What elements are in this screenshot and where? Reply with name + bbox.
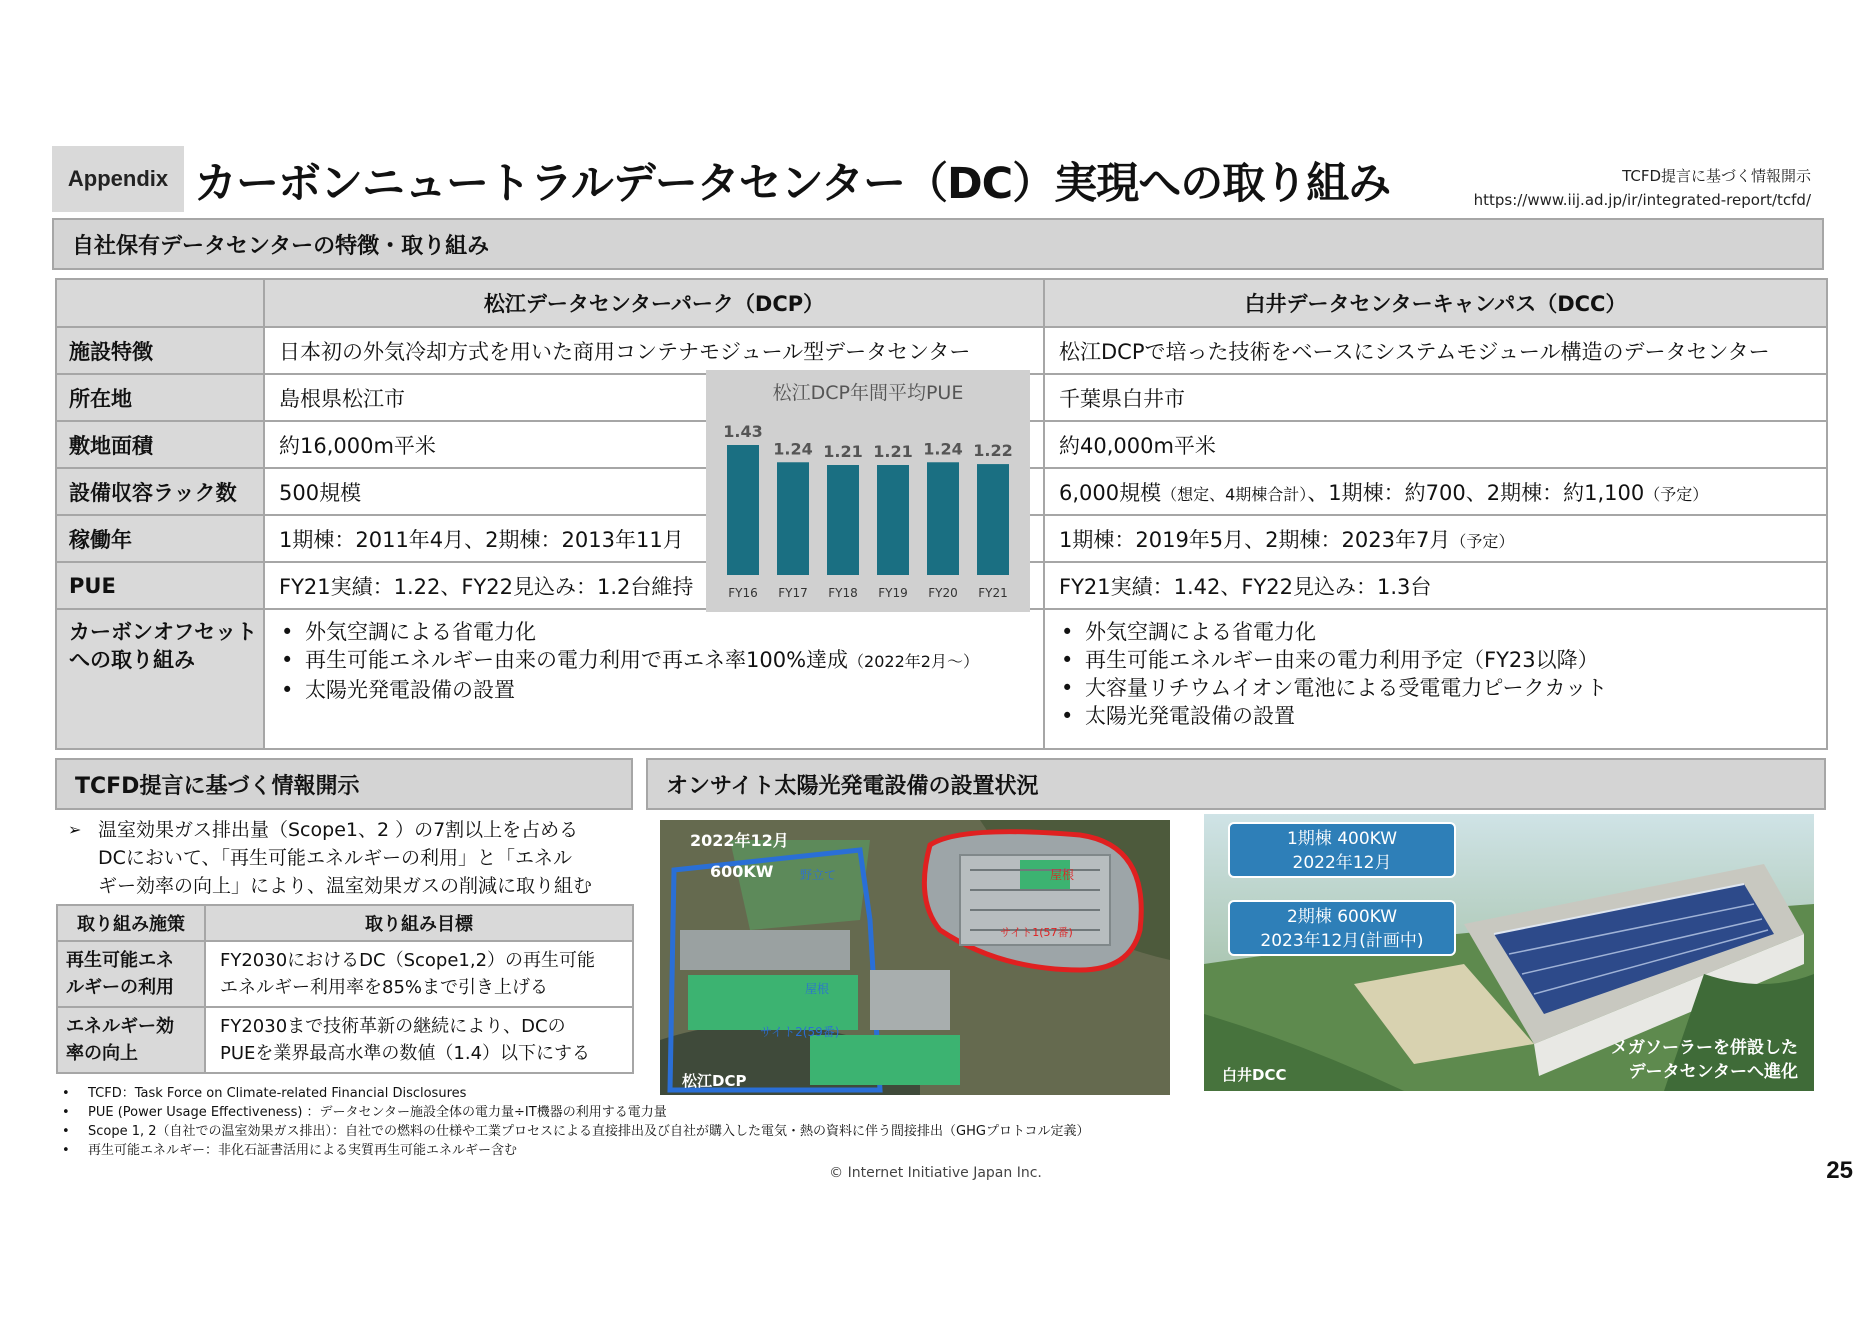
footnote: • 再生可能エネルギー：非化石証書活用による実質再生可能エネルギー含む <box>60 1141 1089 1160</box>
dcp-value: 日本初の外気冷却方式を用いた商用コンテナモジュール型データセンター <box>264 327 1044 374</box>
row-label-line: への取り組み <box>69 648 195 672</box>
dcc-value: FY21実績：1.42、FY22見込み：1.3台 <box>1044 562 1827 609</box>
section-title-tcfd: TCFD提言に基づく情報開示 <box>55 758 633 810</box>
table-row <box>57 1007 633 1073</box>
photo-area-label: 野立て <box>800 868 837 882</box>
page-number: 25 <box>1826 1157 1853 1184</box>
dcc-value: 松江DCPで培った技術をベースにシステムモジュール構造のデータセンター <box>1044 327 1827 374</box>
phase1-callout <box>1228 822 1456 878</box>
tcfd-reference-url[interactable]: https://www.iij.ad.jp/ir/integrated-report/tcfd/ <box>1473 191 1811 209</box>
goal-value <box>205 941 633 1007</box>
footnotes <box>60 1084 1089 1160</box>
list-item <box>1059 702 1812 730</box>
row-label: 所在地 <box>56 374 264 421</box>
tcfd-text-line: DCにおいて、「再生可能エネルギーの利用」と「エネル <box>98 847 573 869</box>
pue-bar-fy17 <box>777 462 809 575</box>
dcc-value-main: 1期棟：2019年5月、2期棟：2023年7月 <box>1059 527 1451 552</box>
pue-bar-fy19 <box>877 465 909 575</box>
goal-table-header: 取り組み施策 <box>57 905 205 941</box>
list-item-text: 太陽光発電設備の設置 <box>305 678 515 702</box>
pue-chart-svg <box>706 370 1030 612</box>
measure-label <box>57 1007 205 1073</box>
tcfd-description <box>68 816 628 900</box>
phase1-power: 1期棟 400KW <box>1286 829 1398 849</box>
pue-bar-fy18 <box>827 465 859 575</box>
list-item-text: 再生可能エネルギー由来の電力利用予定（FY23以降） <box>1085 648 1599 672</box>
list-item-text: 外気空調による省電力化 <box>305 620 536 644</box>
list-item <box>279 676 1029 704</box>
phase1-date: 2022年12月 <box>1292 853 1392 873</box>
photo-site1-label: サイト1(57番) <box>1000 926 1073 939</box>
list-item <box>1059 618 1812 646</box>
goal-line: FY2030まで技術革新の継続により、DCの <box>220 1016 566 1037</box>
goal-table <box>56 904 634 1074</box>
goal-line: エネルギー利用率を85%まで引き上げる <box>220 977 549 998</box>
phase2-callout <box>1228 900 1456 956</box>
dcc-value-note: （予定） <box>1450 531 1515 551</box>
pue-chart <box>706 370 1030 612</box>
table-row <box>56 327 1827 374</box>
dcp-value: 島根県松江市 <box>264 374 1044 421</box>
list-item <box>279 618 1029 646</box>
measure-label-line: 再生可能エネ <box>66 950 174 971</box>
list-item <box>279 646 1029 676</box>
dcc-value <box>1044 515 1827 562</box>
phase2-date: 2023年12月(計画中) <box>1260 931 1424 951</box>
column-header-dcp: 松江データセンターパーク（DCP） <box>264 279 1044 327</box>
section-title-solar: オンサイト太陽光発電設備の設置状況 <box>646 758 1826 810</box>
photo-slogan <box>1611 1036 1798 1084</box>
pue-bar-fy20 <box>927 462 959 575</box>
measure-label <box>57 941 205 1007</box>
pue-value-label: 1.24 <box>773 439 813 459</box>
photo-power-label: 600KW <box>710 862 774 881</box>
page-title: カーボンニュートラルデータセンター（DC）実現への取り組み <box>194 159 1391 209</box>
arrow-bullet-icon: ➢ <box>68 820 82 839</box>
row-label-line: カーボンオフセット <box>69 620 258 644</box>
pue-category-label: FY16 <box>728 586 758 600</box>
column-header-dcc: 白井データセンターキャンパス（DCC） <box>1044 279 1827 327</box>
photo-roof-label: 屋根 <box>805 982 830 996</box>
pue-bar-fy21 <box>977 464 1009 575</box>
table-corner <box>56 279 264 327</box>
matsue-dcp-photo <box>660 820 1170 1095</box>
row-label: 稼働年 <box>56 515 264 562</box>
dcc-value <box>1044 468 1827 515</box>
list-item-text: 太陽光発電設備の設置 <box>1085 704 1295 728</box>
pue-bar-fy16 <box>727 445 759 575</box>
photo-caption: 松江DCP <box>682 1072 747 1090</box>
list-item-text: 外気空調による省電力化 <box>1085 620 1316 644</box>
row-label: 設備収容ラック数 <box>56 468 264 515</box>
dcp-value: 約16,000m平米 <box>264 421 1044 468</box>
pue-value-label: 1.22 <box>973 441 1013 461</box>
dcp-value: 1期棟：2011年4月、2期棟：2013年11月 <box>264 515 1044 562</box>
footnote: • Scope 1, 2（自社での温室効果ガス排出）：自社での燃料の仕様や工業プロセスによる直接排出及び自社が購入した電気・熱の資料に伴う間接排出（GHGプロトコル定義） <box>60 1122 1089 1141</box>
dcp-value: FY21実績：1.22、FY22見込み：1.2台維持 <box>264 562 1044 609</box>
dcc-value-detail: 、1期棟：約700、2期棟：約1,100 <box>1307 480 1645 505</box>
row-label: PUE <box>56 562 264 609</box>
dcp-carbon-list <box>264 609 1044 749</box>
list-item-text: 再生可能エネルギー由来の電力利用で再エネ率100%達成 <box>305 648 849 672</box>
dcc-value-main: 6,000規模 <box>1059 480 1162 505</box>
dcc-carbon-list <box>1044 609 1827 749</box>
tcfd-reference-title: TCFD提言に基づく情報開示 <box>1622 167 1811 185</box>
copyright: © Internet Initiative Japan Inc. <box>829 1165 1042 1181</box>
row-label: 施設特徴 <box>56 327 264 374</box>
pue-category-label: FY19 <box>878 586 908 600</box>
pue-value-label: 1.43 <box>723 422 763 441</box>
photo-date-label: 2022年12月 <box>690 831 789 850</box>
goal-line: PUEを業界最高水準の数値（1.4）以下にする <box>220 1043 591 1064</box>
list-item-note: （2022年2月～） <box>848 652 979 671</box>
goal-value <box>205 1007 633 1073</box>
dcp-value: 500規模 <box>264 468 1044 515</box>
pue-category-label: FY17 <box>778 586 808 600</box>
dcc-value-note: （予定） <box>1644 484 1709 504</box>
photo-slogan-line: メガソーラーを併設した <box>1611 1038 1798 1058</box>
photo-site2-label: サイト2(59番) <box>760 1025 840 1039</box>
pue-category-label: FY18 <box>828 586 858 600</box>
dcc-value: 約40,000m平米 <box>1044 421 1827 468</box>
goal-line: FY2030におけるDC（Scope1,2）の再生可能 <box>220 950 596 971</box>
dcc-value-note: （想定、4期棟合計） <box>1161 484 1308 504</box>
table-row <box>57 941 633 1007</box>
measure-label-line: 率の向上 <box>66 1043 138 1064</box>
phase2-power: 2期棟 600KW <box>1286 907 1398 927</box>
footnote: • TCFD：Task Force on Climate-related Financial Disclosures <box>60 1084 1089 1103</box>
list-item <box>1059 674 1812 702</box>
photo-roof-label: 屋根 <box>1050 868 1075 882</box>
tcfd-text-line: 温室効果ガス排出量（Scope1、2 ）の7割以上を占める <box>98 819 579 841</box>
pue-value-label: 1.21 <box>823 442 863 461</box>
shiroi-dcc-photo <box>1204 814 1814 1091</box>
pue-category-label: FY20 <box>928 586 958 600</box>
pue-category-label: FY21 <box>978 586 1008 600</box>
row-label: 敷地面積 <box>56 421 264 468</box>
goal-table-header: 取り組み目標 <box>205 905 633 941</box>
table-row <box>56 609 1827 749</box>
pue-value-label: 1.24 <box>923 439 963 459</box>
section-title-features: 自社保有データセンターの特徴・取り組み <box>52 218 1824 270</box>
dcc-value: 千葉県白井市 <box>1044 374 1827 421</box>
measure-label-line: エネルギー効 <box>66 1016 174 1037</box>
chart-title: 松江DCP年間平均PUE <box>772 382 964 404</box>
appendix-label: Appendix <box>52 146 184 212</box>
measure-label-line: ルギーの利用 <box>66 977 174 998</box>
photo-slogan-line: データセンターへ進化 <box>1628 1062 1798 1082</box>
tcfd-text-line: ギー効率の向上」により、温室効果ガスの削減に取り組む <box>98 875 593 897</box>
row-label-carbon <box>56 609 264 749</box>
footnote: • PUE (Power Usage Effectiveness) ：データセンター施設全体の電力量÷IT機器の利用する電力量 <box>60 1103 1089 1122</box>
list-item <box>1059 646 1812 674</box>
photo-caption: 白井DCC <box>1222 1066 1287 1084</box>
pue-value-label: 1.21 <box>873 442 913 461</box>
list-item-text: 大容量リチウムイオン電池による受電電力ピークカット <box>1085 676 1608 700</box>
tcfd-reference <box>1474 164 1811 212</box>
